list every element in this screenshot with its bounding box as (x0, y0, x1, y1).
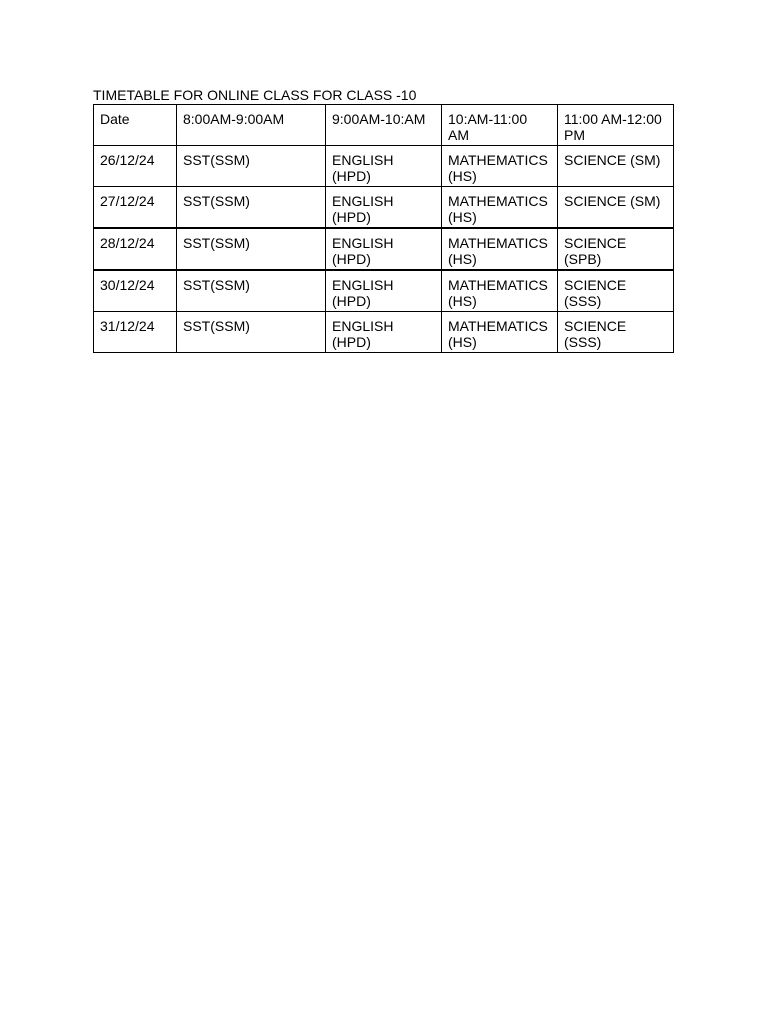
table-cell: SST(SSM) (177, 228, 326, 270)
table-cell: SCIENCE (SM) (558, 146, 674, 187)
header-slot-4: 11:00 AM-12:00 PM (558, 105, 674, 146)
table-cell: ENGLISH (HPD) (326, 228, 442, 270)
page-title: TIMETABLE FOR ONLINE CLASS FOR CLASS -10 (93, 87, 417, 103)
table-cell-date: 30/12/24 (94, 270, 177, 312)
table-cell: SST(SSM) (177, 187, 326, 229)
table-cell: MATHEMATICS (HS) (442, 146, 558, 187)
table-cell: MATHEMATICS (HS) (442, 270, 558, 312)
table-cell: SST(SSM) (177, 270, 326, 312)
table-row (94, 187, 674, 229)
table-cell: SST(SSM) (177, 146, 326, 187)
table-row (94, 146, 674, 187)
table-cell: ENGLISH (HPD) (326, 187, 442, 229)
header-slot-1: 8:00AM-9:00AM (177, 105, 326, 146)
header-slot-3: 10:AM-11:00 AM (442, 105, 558, 146)
table-cell: SCIENCE (SSS) (558, 270, 674, 312)
table-cell: ENGLISH (HPD) (326, 312, 442, 353)
table-row (94, 312, 674, 353)
timetable (93, 104, 674, 353)
table-cell: SCIENCE (SSS) (558, 312, 674, 353)
table-cell: ENGLISH (HPD) (326, 270, 442, 312)
table-cell: ENGLISH (HPD) (326, 146, 442, 187)
table-cell-date: 28/12/24 (94, 228, 177, 270)
table-cell-date: 31/12/24 (94, 312, 177, 353)
table-cell: SCIENCE (SPB) (558, 228, 674, 270)
table-cell-date: 26/12/24 (94, 146, 177, 187)
table-cell-date: 27/12/24 (94, 187, 177, 229)
table-cell: SST(SSM) (177, 312, 326, 353)
table-header-row (94, 105, 674, 146)
table-cell: MATHEMATICS (HS) (442, 187, 558, 229)
table-row (94, 270, 674, 312)
table-row (94, 228, 674, 270)
table-cell: MATHEMATICS (HS) (442, 312, 558, 353)
header-slot-2: 9:00AM-10:AM (326, 105, 442, 146)
header-date: Date (94, 105, 177, 146)
table-cell: MATHEMATICS (HS) (442, 228, 558, 270)
table-cell: SCIENCE (SM) (558, 187, 674, 229)
